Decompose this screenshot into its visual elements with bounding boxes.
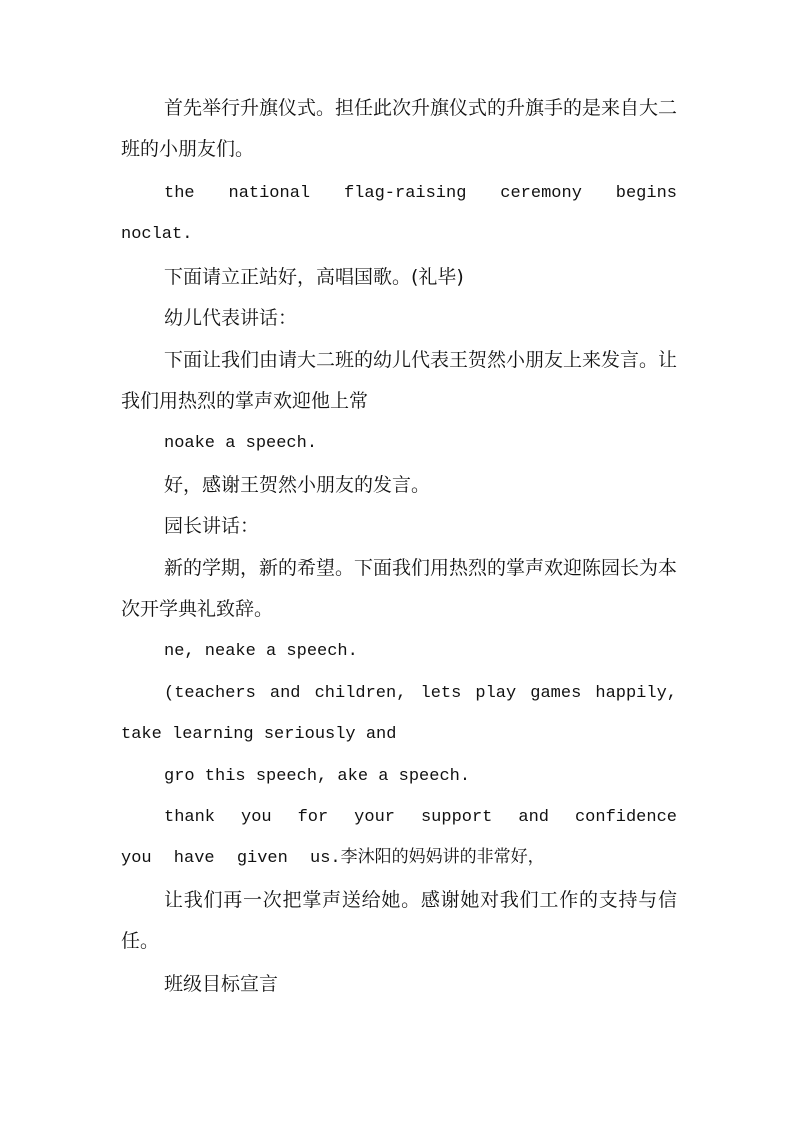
paragraph-new-semester: 新的学期，新的希望。下面我们用热烈的掌声欢迎陈园长为本次开学典礼致辞。 [121, 557, 678, 620]
paragraph-english-speech-1: noake a speech. [164, 434, 318, 453]
paragraph-flag-raising: 首先举行升旗仪式。担任此次升旗仪式的升旗手的是来自大二班的小朋友们。 [121, 97, 678, 160]
paragraph-anthem: 下面请立正站好，高唱国歌。(礼毕) [164, 266, 464, 288]
paragraph-thanks-child: 好，感谢王贺然小朋友的发言。 [164, 474, 431, 496]
paragraph-english-speech-3: gro this speech, ake a speech. [164, 767, 471, 786]
heading-class-goal: 班级目标宣言 [164, 973, 279, 995]
heading-principal-speech: 园长讲话： [164, 515, 260, 537]
paragraph-english-speech-2: ne, neake a speech. [164, 642, 358, 661]
paragraph-thank-support: thank you for your support and confidence you have given us.李沐阳的妈妈讲的非常好， [121, 808, 677, 868]
paragraph-english-flag: the national flag-raising ceremony begins noclat. [121, 184, 677, 244]
paragraph-child-representative: 下面让我们由请大二班的幼儿代表王贺然小朋友上来发言。让我们用热烈的掌声欢迎他上常 [121, 349, 678, 412]
paragraph-english-teachers: (teachers and children, lets play games happily, take learning seriously and [121, 684, 677, 744]
paragraph-applause-again: 让我们再一次把掌声送给她。感谢她对我们工作的支持与信任。 [121, 889, 677, 952]
heading-child-speech: 幼儿代表讲话： [164, 307, 298, 329]
